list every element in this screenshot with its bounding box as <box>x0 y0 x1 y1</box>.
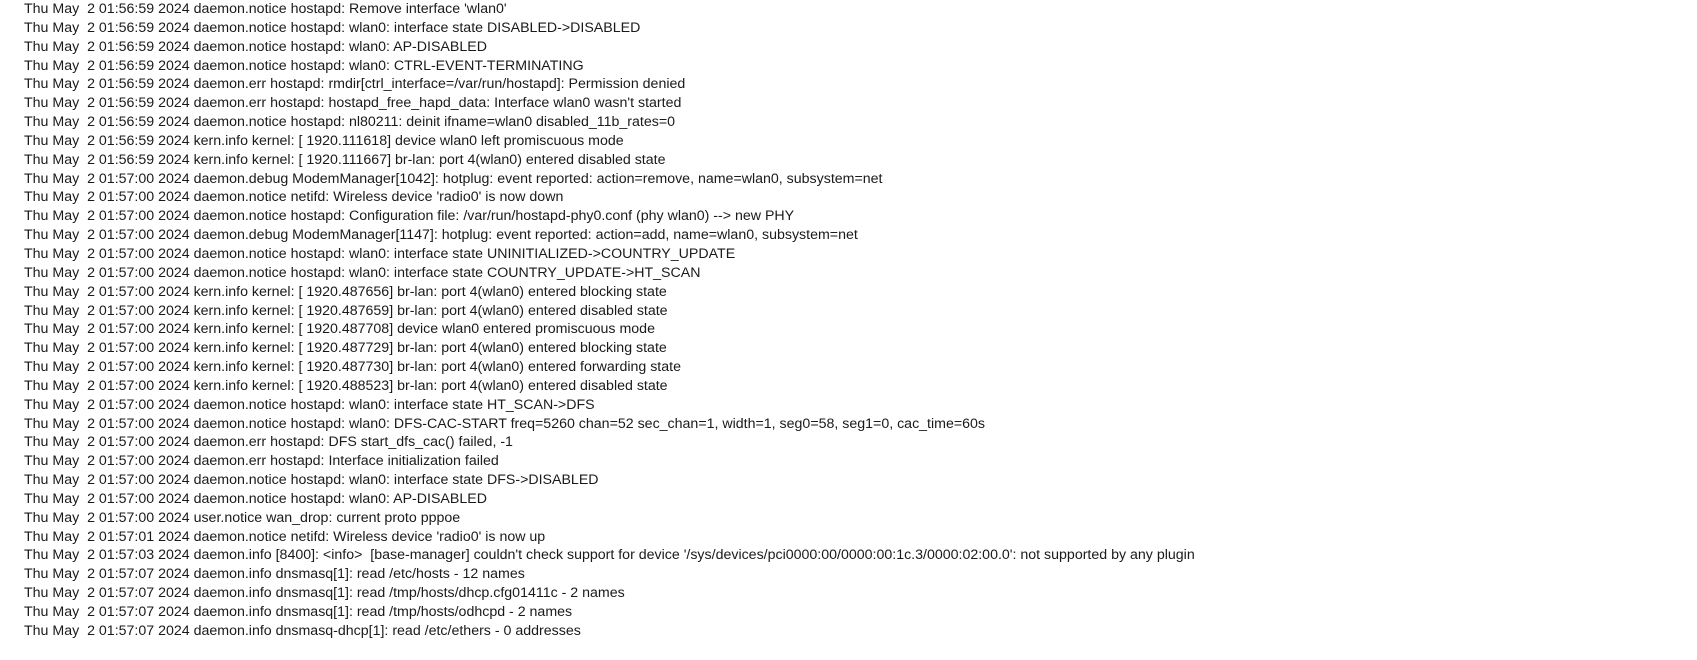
log-line: Thu May 2 01:57:00 2024 daemon.err hostapd: Interface initialization failed <box>24 453 499 470</box>
log-line: Thu May 2 01:56:59 2024 daemon.notice hostapd: Remove interface 'wlan0' <box>24 1 507 17</box>
log-line: Thu May 2 01:56:59 2024 kern.info kernel: [ 1920.111618] device wlan0 left promiscuous mode <box>24 132 624 149</box>
log-line: Thu May 2 01:57:07 2024 daemon.info dnsmasq[1]: read /tmp/hosts/odhcpd - 2 names <box>24 604 573 620</box>
log-line: Thu May 2 01:57:00 2024 daemon.notice hostapd: wlan0: interface state UNINITIALIZED->COUNTRY_UPDATE <box>24 245 736 262</box>
log-line: Thu May 2 01:57:01 2024 daemon.notice netifd: Wireless device 'radio0' is now up <box>24 528 546 545</box>
log-line: Thu May 2 01:57:00 2024 kern.info kernel: [ 1920.487708] device wlan0 entered promiscuous mode <box>24 321 655 338</box>
log-line: Thu May 2 01:57:00 2024 kern.info kernel: [ 1920.487730] br-lan: port 4(wlan0) entered forwarding state <box>24 359 681 376</box>
log-line: Thu May 2 01:57:00 2024 daemon.notice hostapd: wlan0: interface state DFS->DISABLED <box>24 472 599 489</box>
log-line: Thu May 2 01:57:00 2024 daemon.debug ModemManager[1042]: hotplug: event reported: action=remove, name=wlan0, subsystem=net <box>24 170 883 187</box>
log-line: Thu May 2 01:56:59 2024 daemon.err hostapd: rmdir[ctrl_interface=/var/run/hostapd]: Permission denied <box>24 76 686 93</box>
log-line: Thu May 2 01:57:07 2024 daemon.info dnsmasq[1]: read /tmp/hosts/dhcp.cfg01411c - 2 names <box>24 585 625 602</box>
log-line: Thu May 2 01:57:00 2024 daemon.notice hostapd: wlan0: DFS-CAC-START freq=5260 chan=52 sec_chan=1, width=1, seg0=58, seg1=0, cac_time=60s <box>24 415 986 432</box>
log-line: Thu May 2 01:57:00 2024 kern.info kernel: [ 1920.488523] br-lan: port 4(wlan0) entered disabled state <box>24 377 668 394</box>
log-line: Thu May 2 01:57:07 2024 daemon.info dnsmasq[1]: read /etc/hosts - 12 names <box>24 566 525 583</box>
log-line: Thu May 2 01:57:00 2024 daemon.notice hostapd: wlan0: interface state HT_SCAN->DFS <box>24 396 595 413</box>
log-line: Thu May 2 01:57:00 2024 daemon.notice hostapd: Configuration file: /var/run/hostapd-phy0.conf (phy wlan0) --> new PHY <box>24 208 795 225</box>
log-line: Thu May 2 01:57:00 2024 daemon.notice hostapd: wlan0: interface state COUNTRY_UPDATE->HT_SCAN <box>24 264 701 281</box>
log-line: Thu May 2 01:57:00 2024 kern.info kernel: [ 1920.487659] br-lan: port 4(wlan0) entered disabled state <box>24 302 668 319</box>
log-line: Thu May 2 01:57:00 2024 daemon.notice hostapd: wlan0: AP-DISABLED <box>24 490 487 507</box>
log-line: Thu May 2 01:57:03 2024 daemon.info [8400]: <info> [base-manager] couldn't check support for device '/sys/devices/pci0000:00/0000:00:1c.3/0000:02:00.0': not supported by any plugin <box>24 547 1195 564</box>
log-line: Thu May 2 01:56:59 2024 daemon.err hostapd: hostapd_free_hapd_data: Interface wlan0 wasn't started <box>24 95 682 112</box>
log-line: Thu May 2 01:57:00 2024 daemon.notice netifd: Wireless device 'radio0' is now down <box>24 189 564 206</box>
log-line: Thu May 2 01:56:59 2024 daemon.notice hostapd: wlan0: CTRL-EVENT-TERMINATING <box>24 57 584 74</box>
log-line: Thu May 2 01:56:59 2024 daemon.notice hostapd: wlan0: AP-DISABLED <box>24 38 487 55</box>
system-log-view <box>24 0 1684 660</box>
log-line: Thu May 2 01:57:00 2024 daemon.err hostapd: DFS start_dfs_cac() failed, -1 <box>24 434 513 451</box>
log-line: Thu May 2 01:57:00 2024 daemon.debug ModemManager[1147]: hotplug: event reported: action=add, name=wlan0, subsystem=net <box>24 227 858 244</box>
log-line: Thu May 2 01:56:59 2024 daemon.notice hostapd: nl80211: deinit ifname=wlan0 disabled_11b_rates=0 <box>24 114 675 131</box>
log-line: Thu May 2 01:57:00 2024 user.notice wan_drop: current proto pppoe <box>24 509 461 526</box>
log-line: Thu May 2 01:57:07 2024 daemon.info dnsmasq-dhcp[1]: read /etc/ethers - 0 addresses <box>24 622 581 639</box>
log-line: Thu May 2 01:56:59 2024 daemon.notice hostapd: wlan0: interface state DISABLED->DISABLED <box>24 19 641 36</box>
log-line: Thu May 2 01:57:00 2024 kern.info kernel: [ 1920.487729] br-lan: port 4(wlan0) entered blocking state <box>24 340 667 357</box>
log-line: Thu May 2 01:57:00 2024 kern.info kernel: [ 1920.487656] br-lan: port 4(wlan0) entered blocking state <box>24 283 667 300</box>
log-line: Thu May 2 01:56:59 2024 kern.info kernel: [ 1920.111667] br-lan: port 4(wlan0) entered disabled state <box>24 151 666 168</box>
